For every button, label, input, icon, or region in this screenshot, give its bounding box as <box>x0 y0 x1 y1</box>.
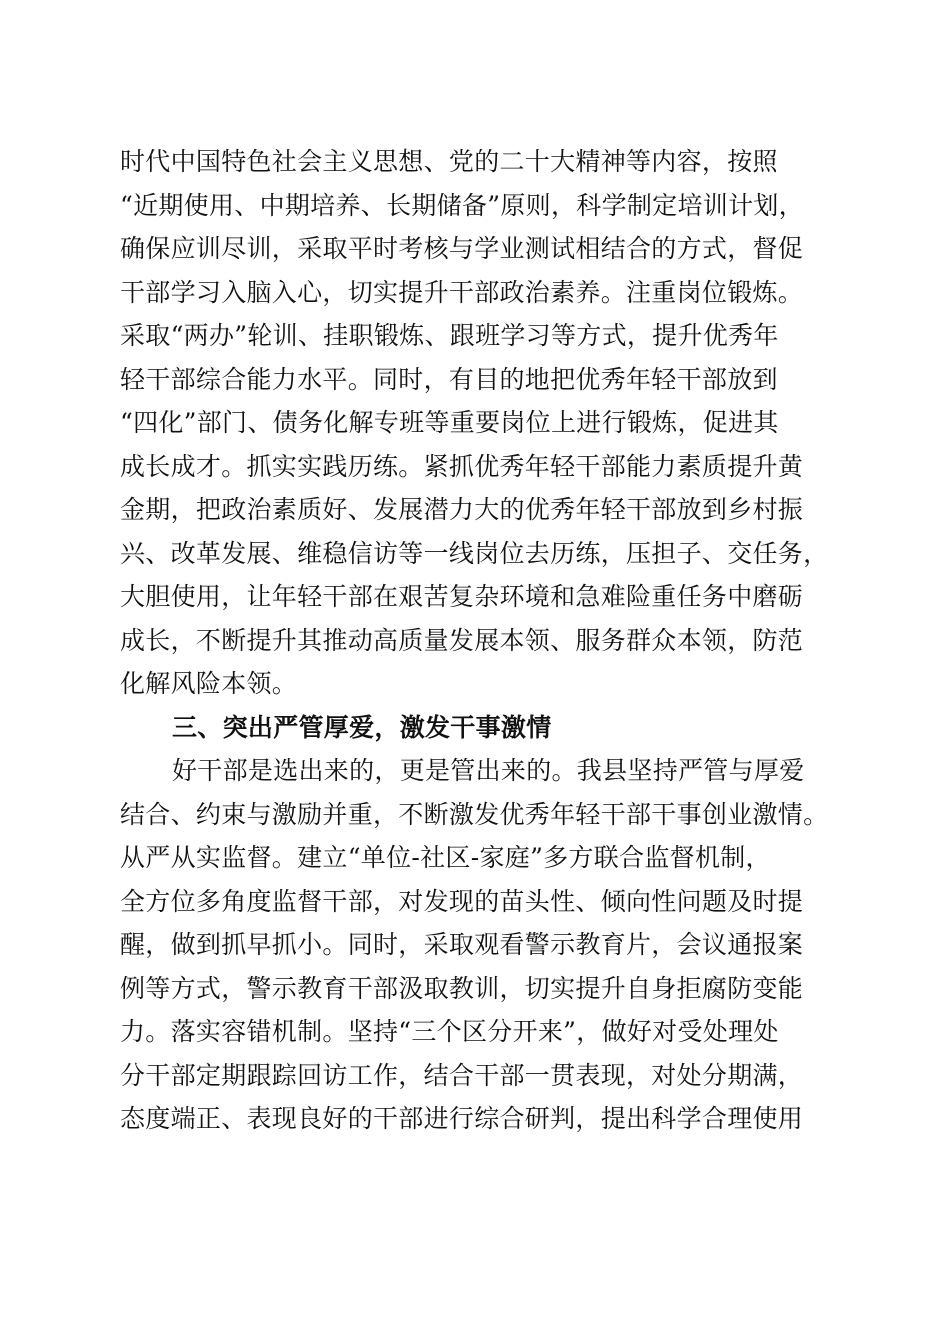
paragraph-line: 成长成才。抓实实践历练。紧抓优秀年轻干部能力素质提升黄 <box>120 451 804 481</box>
paragraph-line: 醒，做到抓早抓小。同时，采取观看警示教育片，会议通报案 <box>120 930 804 959</box>
paragraph-line: 分干部定期跟踪回访工作，结合干部一贯表现，对处分期满， <box>120 1060 804 1090</box>
paragraph-line: 态度端正、表现良好的干部进行综合研判，提出科学合理使用 <box>120 1104 804 1133</box>
paragraph-line: 金期，把政治素质好、发展潜力大的优秀年轻干部放到乡村振 <box>120 495 804 524</box>
paragraph-line: 成长，不断提升其推动高质量发展本领、服务群众本领，防范 <box>120 625 804 655</box>
paragraph-line: 兴、改革发展、维稳信访等一线岗位去历练，压担子、交任务， <box>120 538 829 568</box>
paragraph-line: 从严从实监督。建立“单位-社区-家庭”多方联合监督机制， <box>120 843 771 872</box>
paragraph-line: 时代中国特色社会主义思想、党的二十大精神等内容，按照 <box>120 147 778 176</box>
paragraph-line: 力。落实容错机制。坚持“三个区分开来”，做好对受处理处 <box>120 1017 779 1046</box>
paragraph-line: 化解风险本领。 <box>120 669 298 698</box>
paragraph-line: 全方位多角度监督干部，对发现的苗头性、倾向性问题及时提 <box>120 886 804 916</box>
paragraph-line: 干部学习入脑入心，切实提升干部政治素养。注重岗位锻炼。 <box>120 277 804 307</box>
paragraph-line: 大胆使用，让年轻干部在艰苦复杂环境和急难险重任务中磨砺 <box>120 582 804 611</box>
paragraph-line: 确保应训尽训，采取平时考核与学业测试相结合的方式，督促 <box>120 234 804 263</box>
section-heading: 三、突出严管厚爱，激发干事激情 <box>172 712 552 742</box>
paragraph-line: 结合、约束与激励并重，不断激发优秀年轻干部干事创业激情。 <box>120 799 829 829</box>
paragraph-line: “四化”部门、债务化解专班等重要岗位上进行锻炼，促进其 <box>120 408 779 437</box>
paragraph-line: 好干部是选出来的，更是管出来的。我县坚持严管与厚爱 <box>172 756 805 785</box>
paragraph-line: 轻干部综合能力水平。同时，有目的地把优秀年轻干部放到 <box>120 364 778 394</box>
paragraph-line: “近期使用、中期培养、长期储备”原则，科学制定培训计划， <box>120 190 804 220</box>
paragraph-line: 例等方式，警示教育干部汲取教训，切实提升自身拒腐防变能 <box>120 973 804 1003</box>
paragraph-line: 采取“两办”轮训、挂职锻炼、跟班学习等方式，提升优秀年 <box>120 321 779 350</box>
document-body <box>120 140 840 1141</box>
